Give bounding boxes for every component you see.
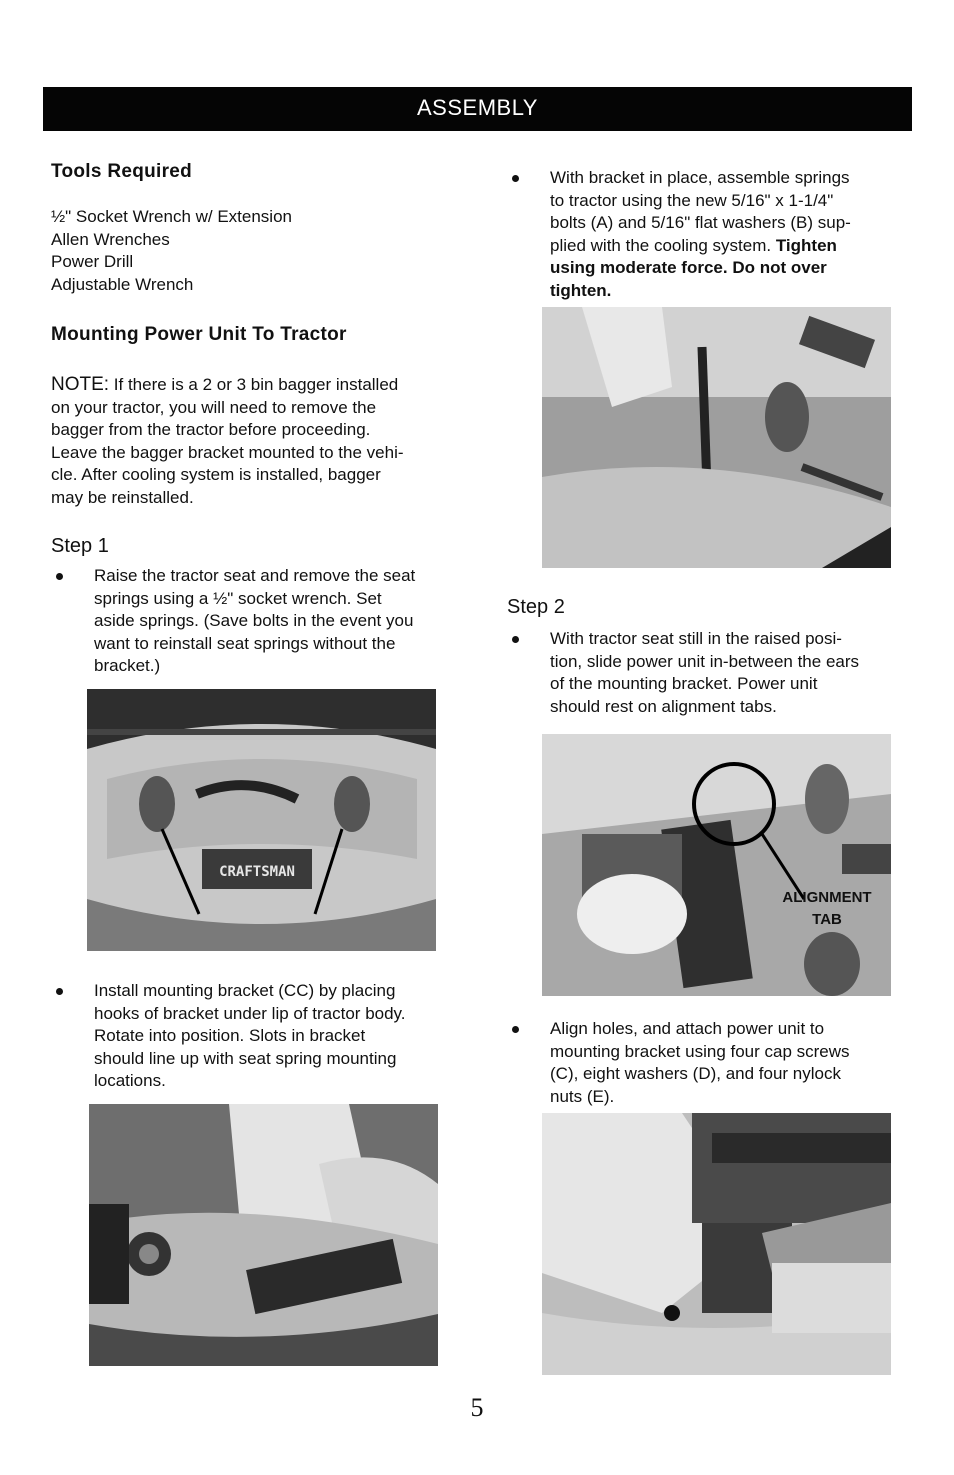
- right-bullet-1: [550, 167, 851, 302]
- bullet-dot: [512, 175, 519, 182]
- craftsman-badge: CRAFTSMAN: [219, 864, 295, 880]
- page-number: 5: [470, 1393, 484, 1422]
- bullet-line: to tractor using the new 5/16" x 1-1/4": [550, 190, 834, 210]
- tools-heading: Tools Required: [51, 161, 193, 182]
- bullet-line: locations.: [94, 1071, 166, 1090]
- callout-line-1: ALIGNMENT: [782, 889, 872, 906]
- bullet-dot: [56, 988, 63, 995]
- bullet-line: bracket.): [94, 656, 161, 675]
- step1-title: Step 1: [51, 535, 109, 557]
- bullet-line: With tractor seat still in the raised posi-: [550, 629, 842, 648]
- step1-bullet-1: [94, 565, 415, 678]
- bullet-line: should rest on alignment tabs.: [550, 696, 777, 716]
- section-title: ASSEMBLY: [417, 95, 538, 120]
- photo-assemble-springs: [542, 307, 891, 568]
- bullet-line: nuts (E).: [550, 1086, 615, 1106]
- mounting-heading: Mounting Power Unit To Tractor: [51, 324, 347, 345]
- step2-bullet-1: [550, 628, 859, 718]
- note-line: may be reinstalled.: [51, 487, 194, 507]
- tool-item: Allen Wrenches: [51, 229, 170, 249]
- note-line: cle. After cooling system is installed, bagger: [51, 465, 381, 484]
- note-paragraph: [51, 374, 404, 509]
- note-line: bagger from the tractor before proceeding.: [51, 420, 371, 439]
- tool-item: Adjustable Wrench: [51, 274, 194, 294]
- bullet-line: Install mounting bracket (CC) by placing: [94, 981, 396, 1000]
- bullet-line: springs using a ½" socket wrench. Set: [94, 588, 382, 608]
- photo-attach-power-unit: [542, 1113, 891, 1375]
- bullet-line: Align holes, and attach power unit to: [550, 1019, 825, 1038]
- bullet-line: hooks of bracket under lip of tractor body.: [94, 1003, 406, 1023]
- bullet-dot: [512, 1026, 519, 1033]
- note-line: on your tractor, you will need to remove the: [51, 397, 377, 417]
- note-label: NOTE:: [51, 374, 110, 395]
- bullet-line: tion, slide power unit in-between the ears: [550, 651, 860, 671]
- tool-item: ½" Socket Wrench w/ Extension: [51, 207, 292, 226]
- step1-bullet-2: [94, 980, 406, 1093]
- step2-title: Step 2: [507, 596, 565, 618]
- bullet-line: of the mounting bracket. Power unit: [550, 674, 818, 693]
- tool-item: Power Drill: [51, 252, 134, 271]
- step2-bullet-2: [550, 1018, 850, 1108]
- bullet-line: bolts (A) and 5/16" flat washers (B) sup-: [550, 213, 851, 232]
- photo-tractor-rear: [87, 689, 436, 951]
- section-header: [43, 87, 912, 131]
- note-text: If there is a 2 or 3 bin bagger installed: [109, 375, 399, 394]
- bullet-line: aside springs. (Save bolts in the event you: [94, 611, 414, 630]
- bullet-line: With bracket in place, assemble springs: [550, 168, 850, 187]
- bullet-line: want to reinstall seat springs without the: [94, 633, 396, 653]
- bullet-line: (C), eight washers (D), and four nylock: [550, 1064, 841, 1083]
- callout-line-2: TAB: [812, 911, 842, 928]
- photo-install-bracket: [89, 1104, 438, 1366]
- bullet-line: should line up with seat spring mounting: [94, 1048, 397, 1068]
- photo-alignment-tab: [542, 734, 891, 996]
- bold-text: using moderate force. Do not over: [550, 258, 827, 277]
- bold-text: tighten.: [550, 280, 612, 300]
- bullet-dot: [512, 636, 519, 643]
- tools-list: [51, 206, 292, 296]
- bullet-line: Rotate into position. Slots in bracket: [94, 1026, 366, 1045]
- bullet-line: Raise the tractor seat and remove the seat: [94, 566, 416, 585]
- bold-text: Tighten: [775, 235, 837, 255]
- note-line: Leave the bagger bracket mounted to the vehi-: [51, 442, 404, 462]
- bullet-dot: [56, 573, 63, 580]
- bullet-line: mounting bracket using four cap screws: [550, 1041, 850, 1061]
- bullet-line: plied with the cooling system.: [550, 235, 772, 255]
